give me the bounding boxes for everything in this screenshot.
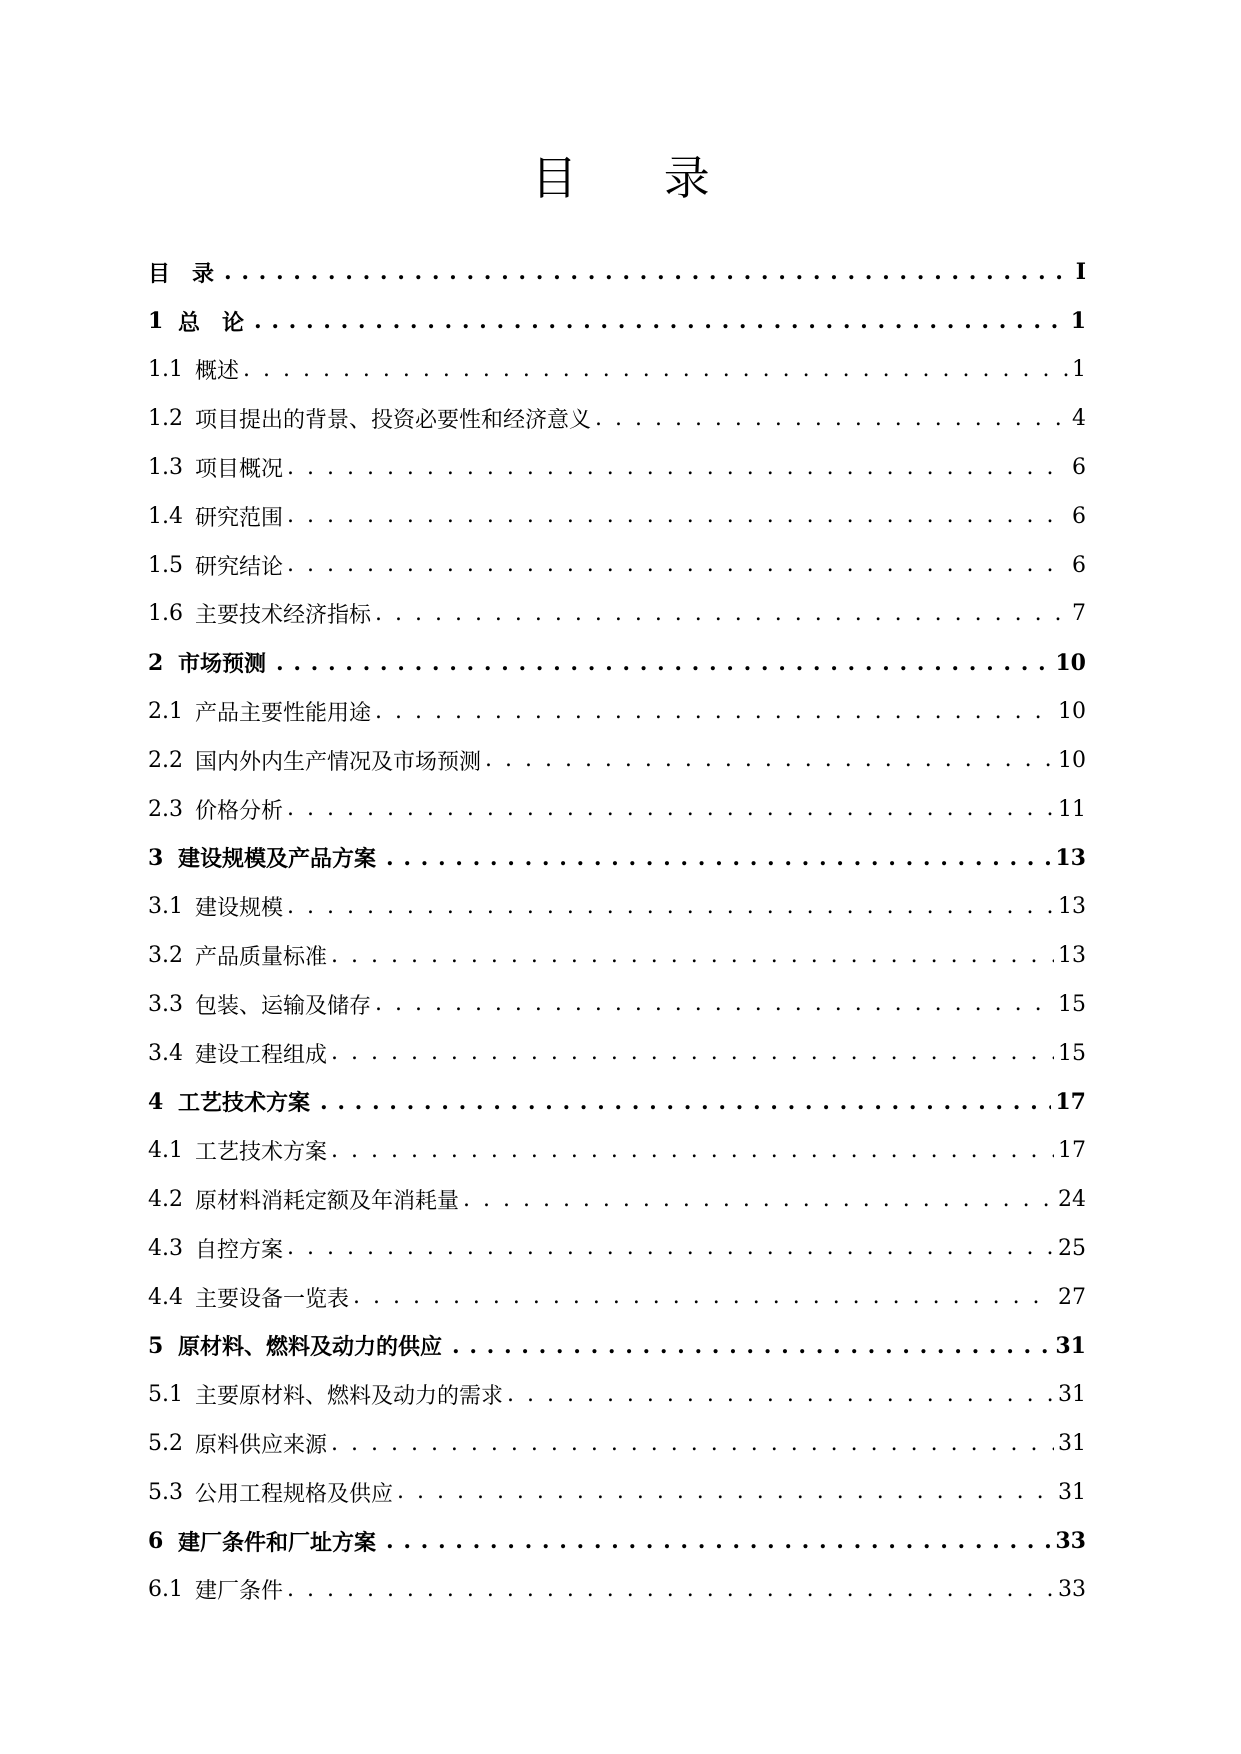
toc-entry-title: 目 录 (148, 260, 215, 287)
toc-entry-number: 4 (148, 1088, 164, 1115)
toc-entry-page-number: 7 (1072, 601, 1086, 627)
toc-entry-page-number: 17 (1058, 1138, 1086, 1164)
toc-section-entry[interactable] (148, 785, 1086, 834)
toc-entry-title: 国内外内生产情况及市场预测 (195, 749, 482, 775)
toc-entry-page-number: 6 (1072, 552, 1086, 578)
toc-entry-title: 建厂条件 (195, 1579, 284, 1605)
toc-section-entry[interactable] (148, 1468, 1086, 1517)
toc-dot-leader (386, 1529, 1051, 1553)
toc-entry-page-number: 4 (1072, 406, 1086, 432)
toc-entry-page-number: 13 (1058, 894, 1086, 920)
toc-entry-number: 4.3 (148, 1235, 183, 1261)
toc-entry-page-number: 15 (1058, 1040, 1086, 1066)
toc-entry-number: 1.5 (148, 552, 183, 578)
toc-section-entry[interactable] (148, 1029, 1086, 1078)
toc-entry-page-number: 33 (1055, 1528, 1086, 1555)
toc-chapter-entry[interactable] (148, 834, 1086, 883)
toc-entry-page-number: I (1075, 259, 1086, 286)
toc-dot-leader (375, 700, 1054, 724)
toc-section-entry[interactable] (148, 590, 1086, 639)
toc-entry-page-number: 6 (1072, 455, 1086, 481)
toc-entry-page-number: 13 (1055, 844, 1086, 871)
toc-section-entry[interactable] (148, 443, 1086, 492)
toc-entry-number: 3.1 (148, 894, 183, 920)
toc-entry-number: 3 (148, 844, 164, 871)
toc-section-entry[interactable] (148, 1370, 1086, 1419)
toc-dot-leader (320, 1090, 1051, 1114)
toc-dot-leader (287, 797, 1054, 821)
toc-dot-leader (224, 260, 1072, 284)
toc-dot-leader (375, 602, 1068, 626)
toc-entry-title: 原材料、燃料及动力的供应 (178, 1334, 443, 1361)
toc-entry-page-number: 17 (1055, 1088, 1086, 1115)
toc-chapter-entry[interactable] (148, 248, 1086, 297)
toc-section-entry[interactable] (148, 687, 1086, 736)
toc-section-entry[interactable] (148, 1419, 1086, 1468)
toc-section-entry[interactable] (148, 346, 1086, 395)
toc-chapter-entry[interactable] (148, 1322, 1086, 1371)
toc-entry-page-number: 11 (1058, 796, 1086, 822)
toc-entry-number: 1.4 (148, 503, 183, 529)
toc-entry-title: 建设规模及产品方案 (178, 846, 377, 873)
toc-entry-title: 价格分析 (195, 798, 284, 824)
toc-entry-page-number: 25 (1058, 1235, 1086, 1261)
toc-entry-number: 6 (148, 1528, 164, 1555)
toc-entry-page-number: 24 (1058, 1187, 1086, 1213)
toc-entry-number: 1.2 (148, 406, 183, 432)
toc-dot-leader (397, 1480, 1054, 1504)
toc-entry-title: 市场预测 (178, 651, 267, 678)
toc-dot-leader (507, 1383, 1054, 1407)
toc-dot-leader (331, 944, 1054, 968)
toc-entry-title: 工艺技术方案 (195, 1140, 328, 1166)
page-title: 目 录 (531, 151, 746, 205)
toc-entry-title: 建设工程组成 (195, 1042, 328, 1068)
toc-dot-leader (353, 1285, 1054, 1309)
toc-dot-leader (287, 1236, 1054, 1260)
toc-entry-number: 5.3 (148, 1479, 183, 1505)
toc-dot-leader (331, 1432, 1054, 1456)
toc-entry-title: 公用工程规格及供应 (195, 1481, 394, 1507)
toc-entry-number: 2.2 (148, 747, 183, 773)
toc-entry-page-number: 31 (1058, 1479, 1086, 1505)
toc-dot-leader (287, 895, 1054, 919)
toc-entry-title: 项目提出的背景、投资必要性和经济意义 (195, 408, 592, 434)
toc-entry-title: 产品质量标准 (195, 945, 328, 971)
toc-entry-title: 原材料消耗定额及年消耗量 (195, 1189, 460, 1215)
toc-entry-number: 6.1 (148, 1577, 183, 1603)
toc-entry-page-number: 31 (1055, 1332, 1086, 1359)
toc-entry-page-number: 15 (1058, 991, 1086, 1017)
toc-dot-leader (287, 553, 1068, 577)
toc-entry-title: 项目概况 (195, 457, 284, 483)
toc-entry-title: 产品主要性能用途 (195, 701, 372, 727)
toc-entry-number: 1.3 (148, 455, 183, 481)
toc-section-entry[interactable] (148, 492, 1086, 541)
toc-entry-page-number: 13 (1058, 943, 1086, 969)
toc-chapter-entry[interactable] (148, 1517, 1086, 1566)
toc-entry-page-number: 6 (1072, 503, 1086, 529)
toc-section-entry[interactable] (148, 394, 1086, 443)
toc-entry-number: 1.6 (148, 601, 183, 627)
toc-dot-leader (485, 748, 1054, 772)
toc-dot-leader (452, 1334, 1051, 1358)
toc-section-entry[interactable] (148, 1175, 1086, 1224)
toc-entry-number: 2.3 (148, 796, 183, 822)
toc-entry-title: 主要原材料、燃料及动力的需求 (195, 1384, 504, 1410)
toc-dot-leader (375, 992, 1054, 1016)
toc-section-entry[interactable] (148, 736, 1086, 785)
toc-chapter-entry[interactable] (148, 638, 1086, 687)
toc-entry-title: 主要设备一览表 (195, 1286, 350, 1312)
toc-entry-page-number: 33 (1058, 1577, 1086, 1603)
toc-section-entry[interactable] (148, 1566, 1086, 1615)
toc-entry-number: 1 (148, 308, 164, 335)
toc-section-entry[interactable] (148, 931, 1086, 980)
toc-entry-title: 主要技术经济指标 (195, 603, 372, 629)
toc-entry-number: 2.1 (148, 699, 183, 725)
toc-entry-title: 研究范围 (195, 505, 284, 531)
toc-dot-leader (331, 1041, 1054, 1065)
toc-entry-number: 4.1 (148, 1138, 183, 1164)
toc-entry-title: 原料供应来源 (195, 1433, 328, 1459)
toc-section-entry[interactable] (148, 1126, 1086, 1175)
toc-entry-number: 3.3 (148, 991, 183, 1017)
toc-entry-number: 3.2 (148, 943, 183, 969)
toc-chapter-entry[interactable] (148, 297, 1086, 346)
toc-entry-page-number: 31 (1058, 1431, 1086, 1457)
toc-entry-number: 4.4 (148, 1284, 183, 1310)
toc-section-entry[interactable] (148, 1224, 1086, 1273)
toc-entry-page-number: 27 (1058, 1284, 1086, 1310)
toc-entry-title: 概述 (195, 359, 240, 385)
toc-section-entry[interactable] (148, 882, 1086, 931)
toc-chapter-entry[interactable] (148, 1078, 1086, 1127)
toc-dot-leader (331, 1139, 1054, 1163)
toc-entry-page-number: 31 (1058, 1382, 1086, 1408)
toc-entry-number: 5 (148, 1332, 164, 1359)
toc-dot-leader (287, 504, 1068, 528)
toc-entry-number: 5.1 (148, 1382, 183, 1408)
toc-entry-page-number: 10 (1058, 699, 1086, 725)
toc-entry-title: 自控方案 (195, 1237, 284, 1263)
toc-dot-leader (254, 309, 1067, 333)
toc-entry-title: 研究结论 (195, 554, 284, 580)
toc-entry-number: 5.2 (148, 1431, 183, 1457)
toc-section-entry[interactable] (148, 980, 1086, 1029)
toc-dot-leader (243, 358, 1068, 382)
toc-entry-title: 包装、运输及储存 (195, 993, 372, 1019)
toc-entry-title: 建设规模 (195, 896, 284, 922)
toc-entry-page-number: 10 (1055, 649, 1086, 676)
toc-entry-number: 2 (148, 649, 164, 676)
toc-dot-leader (463, 1188, 1054, 1212)
toc-entry-title: 工艺技术方案 (178, 1090, 311, 1117)
toc-entry-page-number: 10 (1058, 747, 1086, 773)
toc-section-entry[interactable] (148, 1273, 1086, 1322)
toc-dot-leader (595, 407, 1068, 431)
toc-entry-title: 总 论 (178, 309, 245, 336)
toc-dot-leader (276, 651, 1051, 675)
toc-dot-leader (386, 846, 1051, 870)
toc-entry-number: 4.2 (148, 1187, 183, 1213)
toc-section-entry[interactable] (148, 541, 1086, 590)
toc-entry-number: 1.1 (148, 357, 183, 383)
toc-dot-leader (287, 1578, 1054, 1602)
toc-entry-number: 3.4 (148, 1040, 183, 1066)
toc-entry-title: 建厂条件和厂址方案 (178, 1529, 377, 1556)
table-of-contents (148, 248, 1086, 1614)
toc-entry-page-number: 1 (1070, 308, 1086, 335)
toc-dot-leader (287, 456, 1068, 480)
toc-entry-page-number: 1 (1072, 357, 1086, 383)
